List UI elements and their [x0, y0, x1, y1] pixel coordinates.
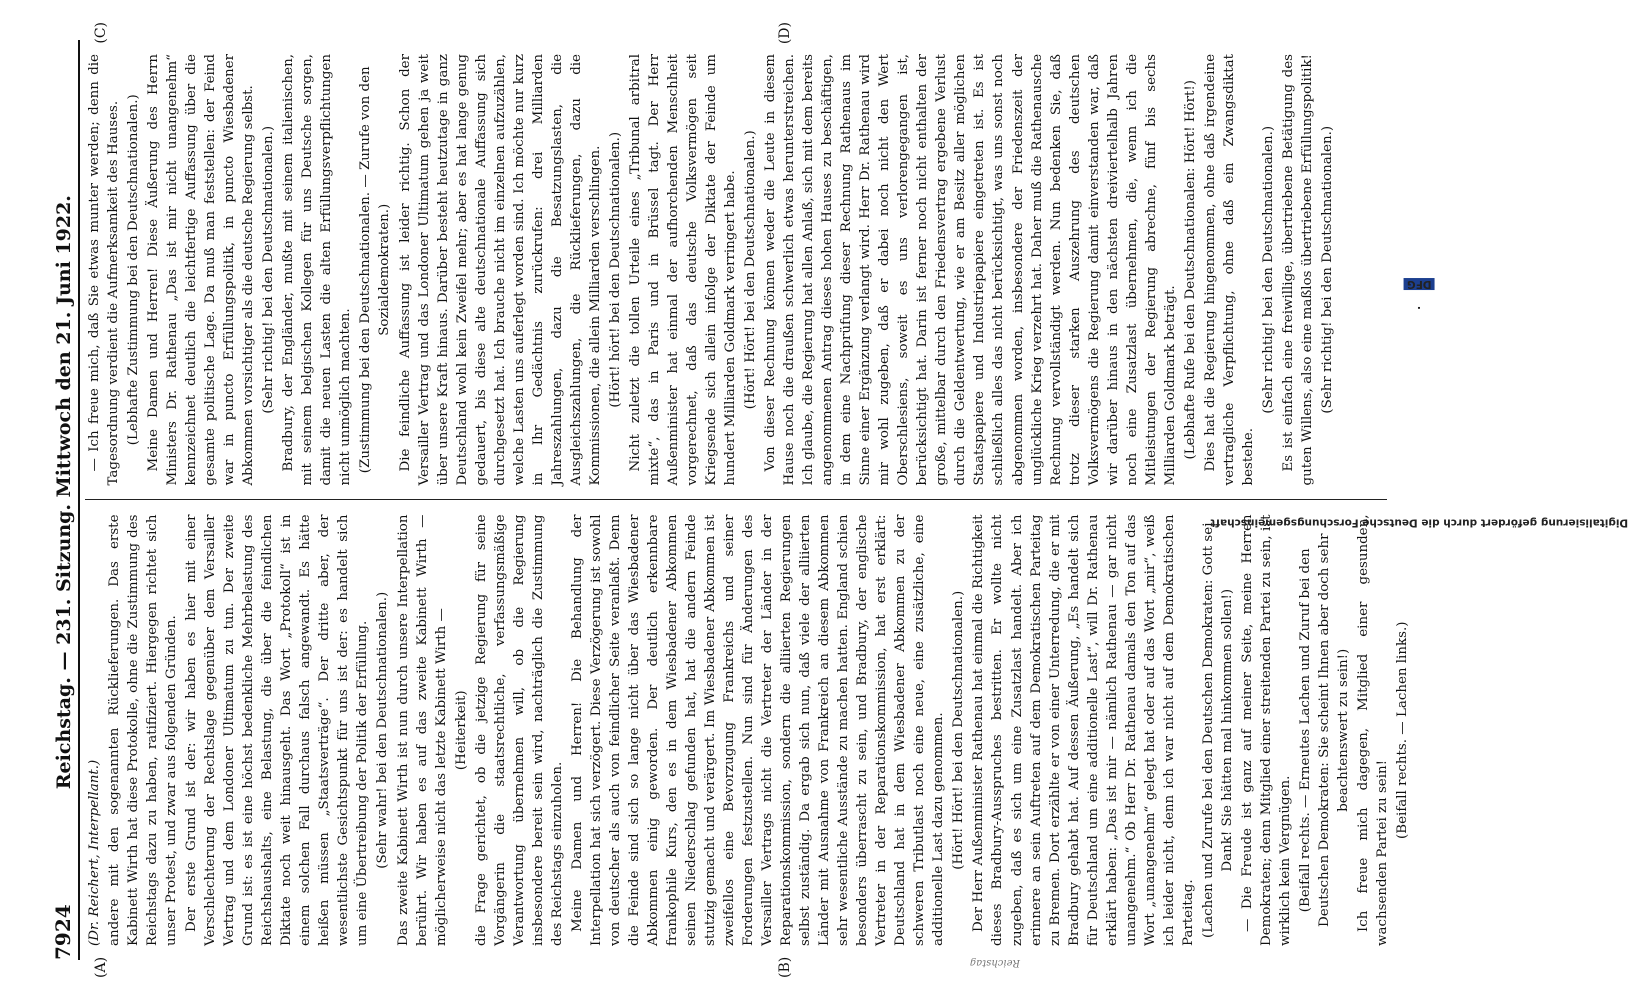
interjection: (Hört! Hört! bei den Deutschnationalen.) — [951, 590, 967, 870]
paragraph: Nicht zuletzt die tollen Urteile eines „Tribunal arbitral mixte“, das in Paris und in Brüssel tagt. Der Herr Außenminister hat einmal der aufhorchenden Menschheit vorgerechnet, daß das deutsche Volksvermögen seit Kriegsende sich allein infolge der Diktate der Feinde um hundert Milliarden Goldmark verringert habe. — [627, 54, 739, 486]
paragraph: Es ist einfach eine freiwillige, übertriebene Betätigung des guten Willens, also eine maßlos übertriebene Erfüllungspolitik! — [1280, 54, 1315, 486]
interjection: (Hört! Hört! bei den Deutschnationalen.) — [743, 130, 759, 410]
interjection: (Beifall rechts. — Erneutes Lachen und Zuruf bei den Deutschen Demokraten: Sie scheint Ihnen aber doch sehr beachtenswert zu sein!) — [1297, 533, 1352, 928]
page-title: Reichstag. — 231. Sitzung. Mittwoch den 21. Juni 1922. — [53, 195, 75, 790]
interjection: (Zustimmung bei den Deutschnationalen. — Zurufe von den Sozialdemokraten.) — [358, 66, 393, 474]
paragraph: Meine Damen und Herren! Die Behandlung der Interpellation hat sich verzögert. Diese Verzögerung ist sowohl von deutscher als auch von feindlicher Seite veranlaßt. Denn die Feinde sind sich so lange nicht über das Wiesbadener Abkommen einig geworden. Der deutlich erkennbare frankophile Kurs, den es in dem Wiesbadener Abkommen seinen Niederschlag gefunden hat, hat die andern Feinde stutzig gemacht und verärgert. Im Wiesbadener Abkommen ist zweifellos eine Bevorzugung Frankreichs und seiner Forderungen festzustellen. Nun sind für Änderungen des Versailler Vertrags nicht die Vertreter der Länder in der Reparationskommission, sondern die alliierten Regierungen selbst zuständig. Da ergab sich nun, daß viele der alliierten Länder mit Ausnahme von Frankreich an diesem Abkommen sehr wesentliche Ausstände zu machen hatten. England schien besonders überrascht zu sein, und Bradbury, der englische Vertreter in der Reparationskommission, hat erst erklärt: Deutschland hat in dem Wiesbadener Abkommen zu der schweren Tributlast noch eine neue, eine zusätzliche, eine additionelle Last dazu genommen. — [569, 514, 947, 946]
interjection: (Lachen und Zurufe bei den Deutschen Demokraten: Gott sei Dank! Sie hätten mal hinkommen sollen!) — [1200, 522, 1235, 939]
paragraph: — Ich freue mich, daß Sie etwas munter werden; denn die Tagesordnung verdient die Aufmerksamkeit des Hauses. — [87, 54, 122, 486]
right-column — [85, 40, 1387, 501]
interjection: (Lebhafte Rufe bei den Deutschnationalen: Hört! Hört!) — [1182, 80, 1198, 460]
paragraph: (Dr. Reichert, Interpellant.) — [87, 759, 102, 946]
paragraph: Der erste Grund ist der: wir haben es hier mit einer Verschlechterung der Rechtslage gegenüber dem Versailler Vertrag und dem Londoner Ultimatum zu tun. Der zweite Grund ist: es ist eine höchst bedenkliche Mehrbelastung des Reichshaushalts, eine Belastung, die über die feindlichen Diktate noch weit hinausgeht. Das Wort „Protokoll“ ist in einem solchen Fall durchaus falsch angewandt. Es hätte heißen müssen „Staatsverträge“. Der dritte aber, der wesentlichste Gesichtspunkt für uns ist der: es handelt sich um eine Übertreibung der Politik der Erfüllung. — [184, 514, 371, 946]
paragraph: Das zweite Kabinett Wirth ist nun durch unsere Interpellation berührt. Wir haben es auf das zweite Kabinett Wirth — möglicherweise nicht das letzte Kabinett Wirth — — [395, 514, 449, 946]
paragraph: andere mit den sogenannten Rücklieferungen. Das erste Kabinett Wirth hat diese Protokolle, ohne die Zustimmung des Reichstags dazu zu haben, ratifiziert. Hiergegen richtet sich unser Protest, und zwar aus folgenden Gründen. — [107, 514, 180, 946]
digitization-credit: Digitalisierung gefördert durch die Deutsche Forschungsgemeinschaft · DFG — [1210, 277, 1628, 529]
paragraph: — Die Freude ist ganz auf meiner Seite, meine Herren Demokraten; denn Mitglied einer streitenden Partei zu sein, ist wirklich kein Vergnügen. — [1239, 514, 1293, 946]
margin-letter-b: (B) — [777, 956, 793, 978]
text-columns — [85, 40, 1411, 960]
left-column — [85, 501, 1411, 961]
margin-letter-d: (D) — [777, 22, 793, 45]
interjection: (Beifall rechts. — Lachen links.) — [1395, 621, 1411, 839]
paragraph: Von dieser Rechnung können weder die Leute in diesem Hause noch die draußen schwerlich etwas herunterstreichen. Ich glaube, die Regierung hat allen Anlaß, sich mit dem bereits angenommenen Antrag dieses hohen Hauses zu beschäftigen, in dem eine Nachprüfung dieser Rechnung Rathenaus im Sinne einer Ergänzung verlangt wird. Herr Dr. Rathenau wird mir wohl zugeben, daß er dabei noch nicht den Wert Oberschlesiens, soweit es uns verlorengegangen ist, berücksichtigt hat. Darin ist ferner noch nicht enthalten der große, mittelbar durch den Friedensvertrag ergebene Verlust durch die Geldentwertung, wie er am Besitz aller möglichen Staatspapiere und Industriepapiere eingetreten ist. Es ist schließlich alles das nicht berücksichtigt, was uns sonst noch abgenommen worden, insbesondere der Friedenszeit der unglückliche Krieg verzehrt hat. Daher muß die Rathenausche Rechnung vervollständigt werden. Nun bedenken Sie, daß trotz dieser starken Auszehrung des deutschen Volksvermögens die Regierung damit einverstanden war, daß wir darüber hinaus in den nächsten dreiviertelhalb Jahren noch eine Zusatzlast übernehmen, die, wenn ich die Mitleistungen der Regierung abrechne, fünf bis sechs Milliarden Goldmark beträgt. — [763, 54, 1178, 486]
page-header — [41, 40, 80, 960]
page-number: 7924 — [51, 904, 75, 960]
dfg-logo: DFG — [1404, 278, 1435, 290]
digitization-note: Digitalisierung gefördert durch die Deutsche Forschungsgemeinschaft — [1210, 516, 1628, 529]
margin-letter-c: (C) — [93, 22, 109, 44]
interjection: (Sehr richtig! bei den Deutschnationalen.) — [1260, 125, 1276, 414]
interjection: (Heiterkeit) — [453, 690, 469, 771]
paragraph: Ich freue mich dagegen, Mitglied einer gesunden, wachsenden Partei zu sein! — [1356, 514, 1391, 946]
margin-letter-a: (A) — [93, 956, 109, 978]
interjection: (Sehr richtig! bei den Deutschnationalen.) — [261, 125, 277, 414]
paragraph: Der Herr Außenminister Rathenau hat einmal die Richtigkeit dieses Bradbury-Ausspruches bestritten. Er wollte nicht zugeben, daß es sich um eine Zusatzlast handelt. Aber ich erinnere an sein Auftreten auf dem Demokratischen Parteitag zu Bremen. Dort erzählte er von einer Unterredung, die er mit Bradbury gehabt hat. Auf dessen Äußerung, „Es handelt sich für Deutschland um eine additionelle Last“, will Dr. Rathenau erklärt haben: „Das ist mir — nämlich Rathenau — gar nicht unangenehm.“ Ob Herr Dr. Rathenau damals den Ton auf das Wort „unangenehm“ gelegt hat oder auf das Wort „mir“, weiß ich leider nicht, denn ich war nicht auf dem Demokratischen Parteitag. — [971, 514, 1196, 946]
paragraph: Bradbury, der Engländer, mußte mit seinem italienischen, mit seinem belgischen Kollegen für uns Deutsche sorgen, damit die neuen Lasten die alten Erfüllungsverpflichtungen nicht unmöglich machten. — [281, 54, 354, 486]
paragraph: die Frage gerichtet, ob die jetzige Regierung für seine Vorgängerin die staatsrechtliche, verfassungsmäßige Verantwortung übernehmen will, ob die Regierung insbesondere bereit sein wird, nachträglich die Zustimmung des Reichstags einzuholen. — [473, 514, 565, 946]
document-page — [37, 20, 1411, 980]
paragraph: Die feindliche Auffassung ist leider richtig. Schon der Versailler Vertrag und das Londoner Ultimatum gehen ja weit über unsere Kraft hinaus. Darüber besteht heutzutage in ganz Deutschland wohl kein Zweifel mehr; aber es hat lange genug gedauert, bis diese alte deutschnationale Auffassung sich durchgesetzt hat. Ich brauche nicht im einzelnen aufzuzählen, welche Lasten uns auferlegt worden sind. Ich möchte nur kurz in Ihr Gedächtnis zurückrufen: drei Milliarden Jahreszahlungen, dazu die Besatzungslasten, die Ausgleichszahlungen, die Rücklieferungen, dazu die Kommissionen, die allein Milliarden verschlingen. — [397, 54, 603, 486]
paragraph: Meine Damen und Herren! Diese Äußerung des Herrn Ministers Dr. Rathenau „Das ist mir nicht unangenehm“ kennzeichnet deutlich die leichtfertige Auffassung über die gesamte politische Lage. Da muß man feststellen: der Feind war in puncto Erfüllungspolitik, in puncto Wiesbadener Abkommen vorsichtiger als die deutsche Regierung selbst. — [146, 54, 257, 486]
paragraph: Dies hat die Regierung hingenommen, ohne daß irgendeine vertragliche Verpflichtung, ohne daß ein Zwangsdiktat bestehe. — [1202, 54, 1256, 486]
interjection: (Hört! hört! bei den Deutschnationalen.) — [607, 131, 623, 408]
interjection: (Lebhafte Zustimmung bei den Deutschnationalen.) — [126, 94, 142, 446]
interjection: (Sehr richtig! bei den Deutschnationalen.) — [1320, 125, 1335, 414]
archive-stamp: Reichstag — [969, 957, 1020, 968]
interjection: (Sehr wahr! bei den Deutschnationalen.) — [375, 591, 391, 869]
